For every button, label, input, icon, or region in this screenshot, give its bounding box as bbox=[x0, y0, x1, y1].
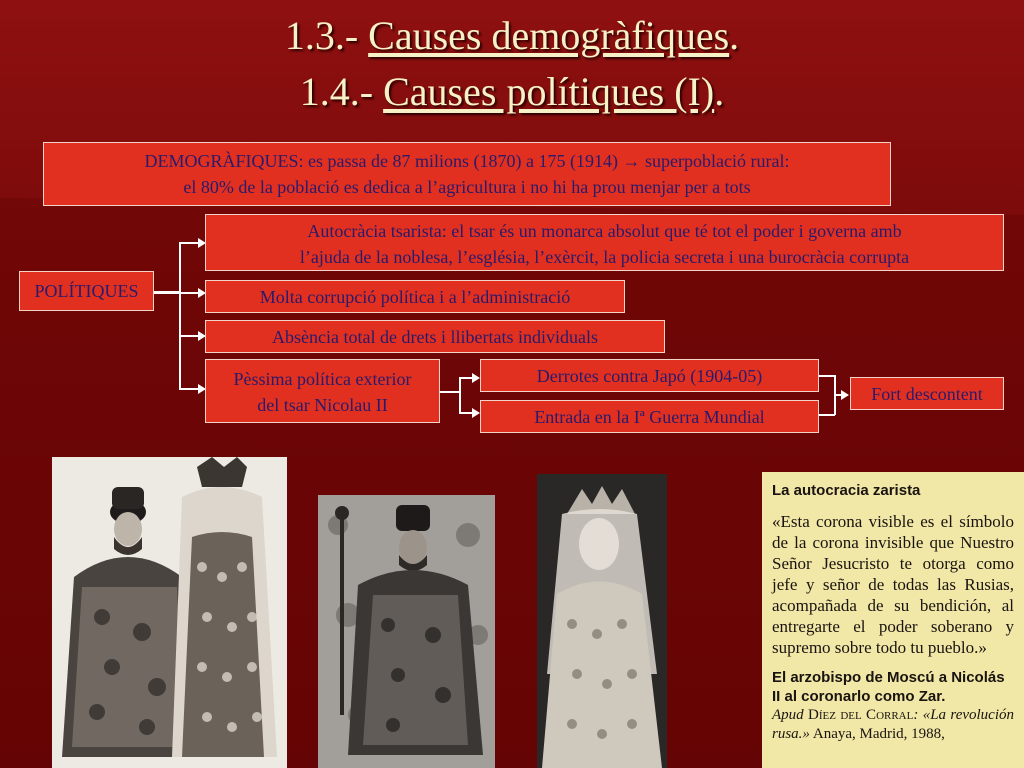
result-text: Fort descontent bbox=[871, 384, 983, 404]
politiques-box bbox=[19, 271, 154, 311]
connector-line bbox=[459, 377, 473, 379]
guerra-text: Entrada en la Iª Guerra Mundial bbox=[534, 407, 765, 427]
politiques-item-autocracia bbox=[205, 214, 1004, 271]
title-link-politiques[interactable]: Causes polítiques (I) bbox=[383, 69, 715, 114]
politiques-item-corrupcio bbox=[205, 280, 625, 313]
result-descontent bbox=[850, 377, 1004, 410]
arrow-right-icon bbox=[472, 408, 480, 418]
demografiques-line-2: el 80% de la població es dedica a l’agricultura i no hi ha prou menjar per a tots bbox=[183, 177, 751, 197]
slide-title-line-1: 1.3.- Causes demogràfiques. bbox=[284, 13, 740, 58]
drets-text: Absència total de drets i llibertats individuals bbox=[272, 327, 598, 347]
quote-source: Apud Díez del Corral: «La revolución rusa.» Anaya, Madrid, 1988, bbox=[772, 707, 1014, 742]
autocracia-line-1: Autocràcia tsarista: el tsar és un monarca absolut que té tot el poder i governa amb bbox=[307, 221, 902, 241]
autocracia-line-2: l’ajuda de la noblesa, l’església, l’exèrcit, la policia secreta i una burocràcia corrupta bbox=[299, 247, 910, 267]
connector-line bbox=[459, 412, 473, 414]
connector-line bbox=[819, 375, 835, 377]
consequence-japo bbox=[480, 359, 819, 392]
exterior-line-2: del tsar Nicolau II bbox=[257, 395, 388, 415]
connector-line bbox=[440, 391, 460, 393]
connector-line bbox=[179, 335, 199, 337]
exterior-line-1: Pèssima política exterior bbox=[233, 369, 412, 389]
corrupcio-text: Molta corrupció política i a l’administració bbox=[259, 287, 571, 307]
consequence-guerra bbox=[480, 400, 819, 433]
photo-tsar-and-tsarina bbox=[52, 457, 287, 768]
arrow-right-icon bbox=[472, 373, 480, 383]
quote-title: La autocracia zarista bbox=[772, 482, 921, 499]
photo-tsar-throne bbox=[318, 495, 495, 768]
title-link-demografiques[interactable]: Causes demogràfiques bbox=[368, 13, 730, 58]
demografiques-line-1: DEMOGRÀFIQUES: es passa de 87 milions (1870) a 175 (1914) → superpoblació rural: bbox=[144, 151, 790, 171]
connector-line bbox=[179, 242, 181, 390]
quote-card bbox=[762, 472, 1024, 768]
arrow-right-icon bbox=[841, 390, 849, 400]
slide-title-line-2: 1.4.- Causes polítiques (I). bbox=[299, 69, 725, 114]
politiques-item-exterior bbox=[205, 359, 440, 423]
politiques-label: POLÍTIQUES bbox=[34, 281, 139, 301]
demografiques-box bbox=[43, 142, 891, 206]
quote-attribution: El arzobispo de Moscú a Nicolás II al coronarlo como Zar. bbox=[772, 669, 1005, 705]
photo-tsarina-portrait bbox=[537, 474, 667, 768]
connector-line bbox=[154, 292, 198, 294]
connector-line bbox=[459, 377, 461, 413]
connector-line bbox=[179, 388, 199, 390]
connector-line bbox=[179, 242, 199, 244]
japo-text: Derrotes contra Japó (1904-05) bbox=[536, 366, 763, 386]
quote-body: «Esta corona visible es el símbolo de la corona invisible que Nuestro Señor Jesucristo te otorga como jefe y señor de todas las Rusias, acompañada de su bendición, al entregarte el poder soberano y supremo sobre todo tu pueblo.» bbox=[772, 512, 1014, 657]
connector-line bbox=[819, 414, 835, 416]
politiques-item-drets bbox=[205, 320, 665, 353]
